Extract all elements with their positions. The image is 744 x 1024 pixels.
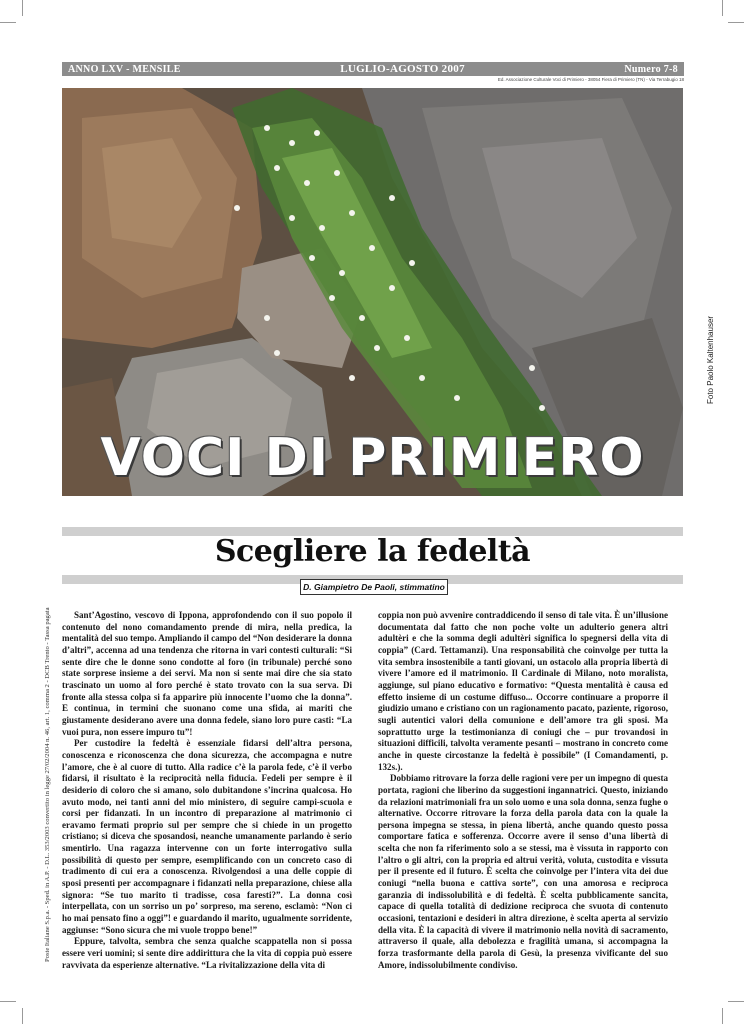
crop-mark <box>728 1001 744 1002</box>
cover-photo <box>62 88 683 496</box>
paragraph: Dobbiamo ritrovare la forza delle ragioni vere per un impegno di questa portata, ragioni che liberino da suggestioni ingannatrici. Questo, iniziando da relazioni matrimoniali fra un solo uomo e una sola donna, senza fughe o alternative. Occorre ritrovare la forza della parola data con la quale la persona impegna se stessa, in piena libertà, anche quando questo possa comportare fatica e sofferenza. Occorre avere il senso d’una libertà di scelta che non fa riferimento solo a se stessi, ma è vissuta in rapporto con l’altro o gli altri, con la propria ed altrui verità, voluta, custodita e vissuta per il presente ed il futuro. È scelta che coinvolge per l’intera vita dei due coniugi “nella buona e cattiva sorte”, con una amorosa e reciproca garanzia di indissolubilità e di fedeltà. È scelta pubblicamente sancita, capace di quella totalità di dedizione reciproca che svuota di contenuto occasioni, tentazioni e desideri in altra direzione, è scelta aperta al servizio della vita. È la capacità di vivere il matrimonio nella novità di sacramento, attraverso il quale, alla debolezza e fragilità umana, si accompagna la forza trasformante della parola di Gesù, la presenza vivificante del suo Amore, indissolubilmente condiviso. <box>378 773 669 970</box>
article-author: D. Giampietro De Paoli, stimmatino <box>300 579 448 595</box>
crop-mark <box>722 0 723 16</box>
article-title: Scegliere la fedeltà <box>214 534 531 569</box>
issue-date: LUGLIO-AGOSTO 2007 <box>340 63 465 75</box>
paragraph: Sant’Agostino, vescovo di Ippona, approfondendo con il suo popolo il contenuto del nono comandamento prende di mira, nella predica, la mentalità del suo tempo. Ampliando il campo del “Non desiderare la donna d’altri”, accenna ad una tendenza che ritorna in vari contesti culturali: “Si sente dire che le donne sono condotte al foro (in tribunale) perché sono state sorprese insieme a dei servi. Ma non si sente mai dire che sia stato trascinato un uomo al foro perché è stato trovato con la sua serva. Di fronte alla stessa colpa si fa apparire più innocente l’uomo che la donna”. E continua, in termini che suonano come una sfida, ai mariti che giustamente desiderano avere una donna fedele, siano loro pure casti: “La vuoi pura, non essere impuro tu”! <box>62 610 352 737</box>
crop-mark <box>722 1008 723 1024</box>
crop-mark <box>0 22 16 23</box>
paragraph: Per custodire la fedeltà è essenziale fidarsi dell’altra persona, conoscenza e riconoscenza che dona sicurezza, che accompagna e nutre l’amore, che è al cuore di tutto. Alla radice c’è la parola fede, c’è il verbo fidarsi, il risultato è la reciprocità nella fiducia. Fedeli per sempre è il desiderio di coloro che si amano, solo dubitandone s’incrina qualcosa. Ho avuto modo, nei tanti anni del mio ministero, di seguire campi-scuola e corsi per fidanzati. In un incontro di preparazione al matrimonio ci eravamo fermati proprio sul per sempre che si chiede in un progetto cristiano; si diceva che sposandosi, neanche umanamente parlando è serio smentirlo. Una ragazza intervenne con un forte interrogativo sulla possibilità di questo per sempre, esemplificando con un concreto caso di tradimento di cui era a conoscenza. Rivolgendosi a una delle coppie di sposi presenti per accompagnare i fidanzati nella preparazione, chiese alla signora: “Se tuo marito ti tradisse, cosa faresti?”. La donna così interpellata, con un sorriso un po’ sorpreso, ma sereno, esclamò: “Non ci ho mai pensato fino a oggi”! e guardando il marito, ugualmente sorridente, aggiunse: “Sono sicura che mi vuole troppo bene!” <box>62 738 352 935</box>
crop-mark <box>22 0 23 16</box>
postal-notice: Poste Italiane S.p.a. - Sped. in A.P. - D.L. 353/2003 convertito in legge 27/02/2004 n. 46, art. 1, comma 2 - DCB Trento - Tassa pagata <box>44 607 51 962</box>
publisher-line: Ed. Associazione Culturale Voci di Primiero - 38054 Fiera di Primiero (TN) - Via Terrabugio 18 <box>497 77 684 82</box>
crop-mark <box>728 22 744 23</box>
masthead-title: VOCI DI PRIMIERO <box>100 428 645 488</box>
crop-mark <box>22 1008 23 1024</box>
crop-mark <box>0 1001 16 1002</box>
issue-year: ANNO LXV - MENSILE <box>68 63 181 75</box>
paragraph: Eppure, talvolta, sembra che senza qualche scappatella non si possa essere veri uomini; si sente dire addirittura che la vita di coppia può essere ravvivata da esperienze alternative. “La rivitalizzazione della vita di <box>62 936 352 970</box>
issue-number: Numero 7-8 <box>624 63 678 75</box>
paragraph: coppia non può avvenire contraddicendo il senso di tale vita. È un’illusione documentata dal fatto che non poche volte un adulterio genera altri adultèri e che la somma degli adultèri significa lo spegnersi della vita di coppia” (Card. Tettamanzi). Una responsabilità che coinvolge per tutta la vita sembra insostenibile a tanti giovani, un ostacolo alla propria libertà di vivere l’amore ed il matrimonio. Il Cardinale di Milano, noto moralista, aggiunge, sul piano educativo e formativo: “Questa mentalità è causa ed effetto insieme di un costume diffuso... Occorre continuare a proporre il giudizio umano e cristiano con un ragionamento pacato, paziente, rigoroso, sugli autentici valori della comunione e dell’amore tra gli sposi. Ma soprattutto urge la testimonianza di coniugi che – pur trovandosi in situazioni difficili, talvolta veramente pesanti – mostrano in concreto come anche in queste circostanze la fedeltà è possibile” (I Comandamenti, p. 132s.). <box>378 610 668 772</box>
issue-header-bar <box>62 62 684 76</box>
article-column-2 <box>378 610 668 971</box>
article-column-1 <box>62 610 352 971</box>
photo-credit: Foto Paolo Kaltenhauser <box>706 315 715 404</box>
